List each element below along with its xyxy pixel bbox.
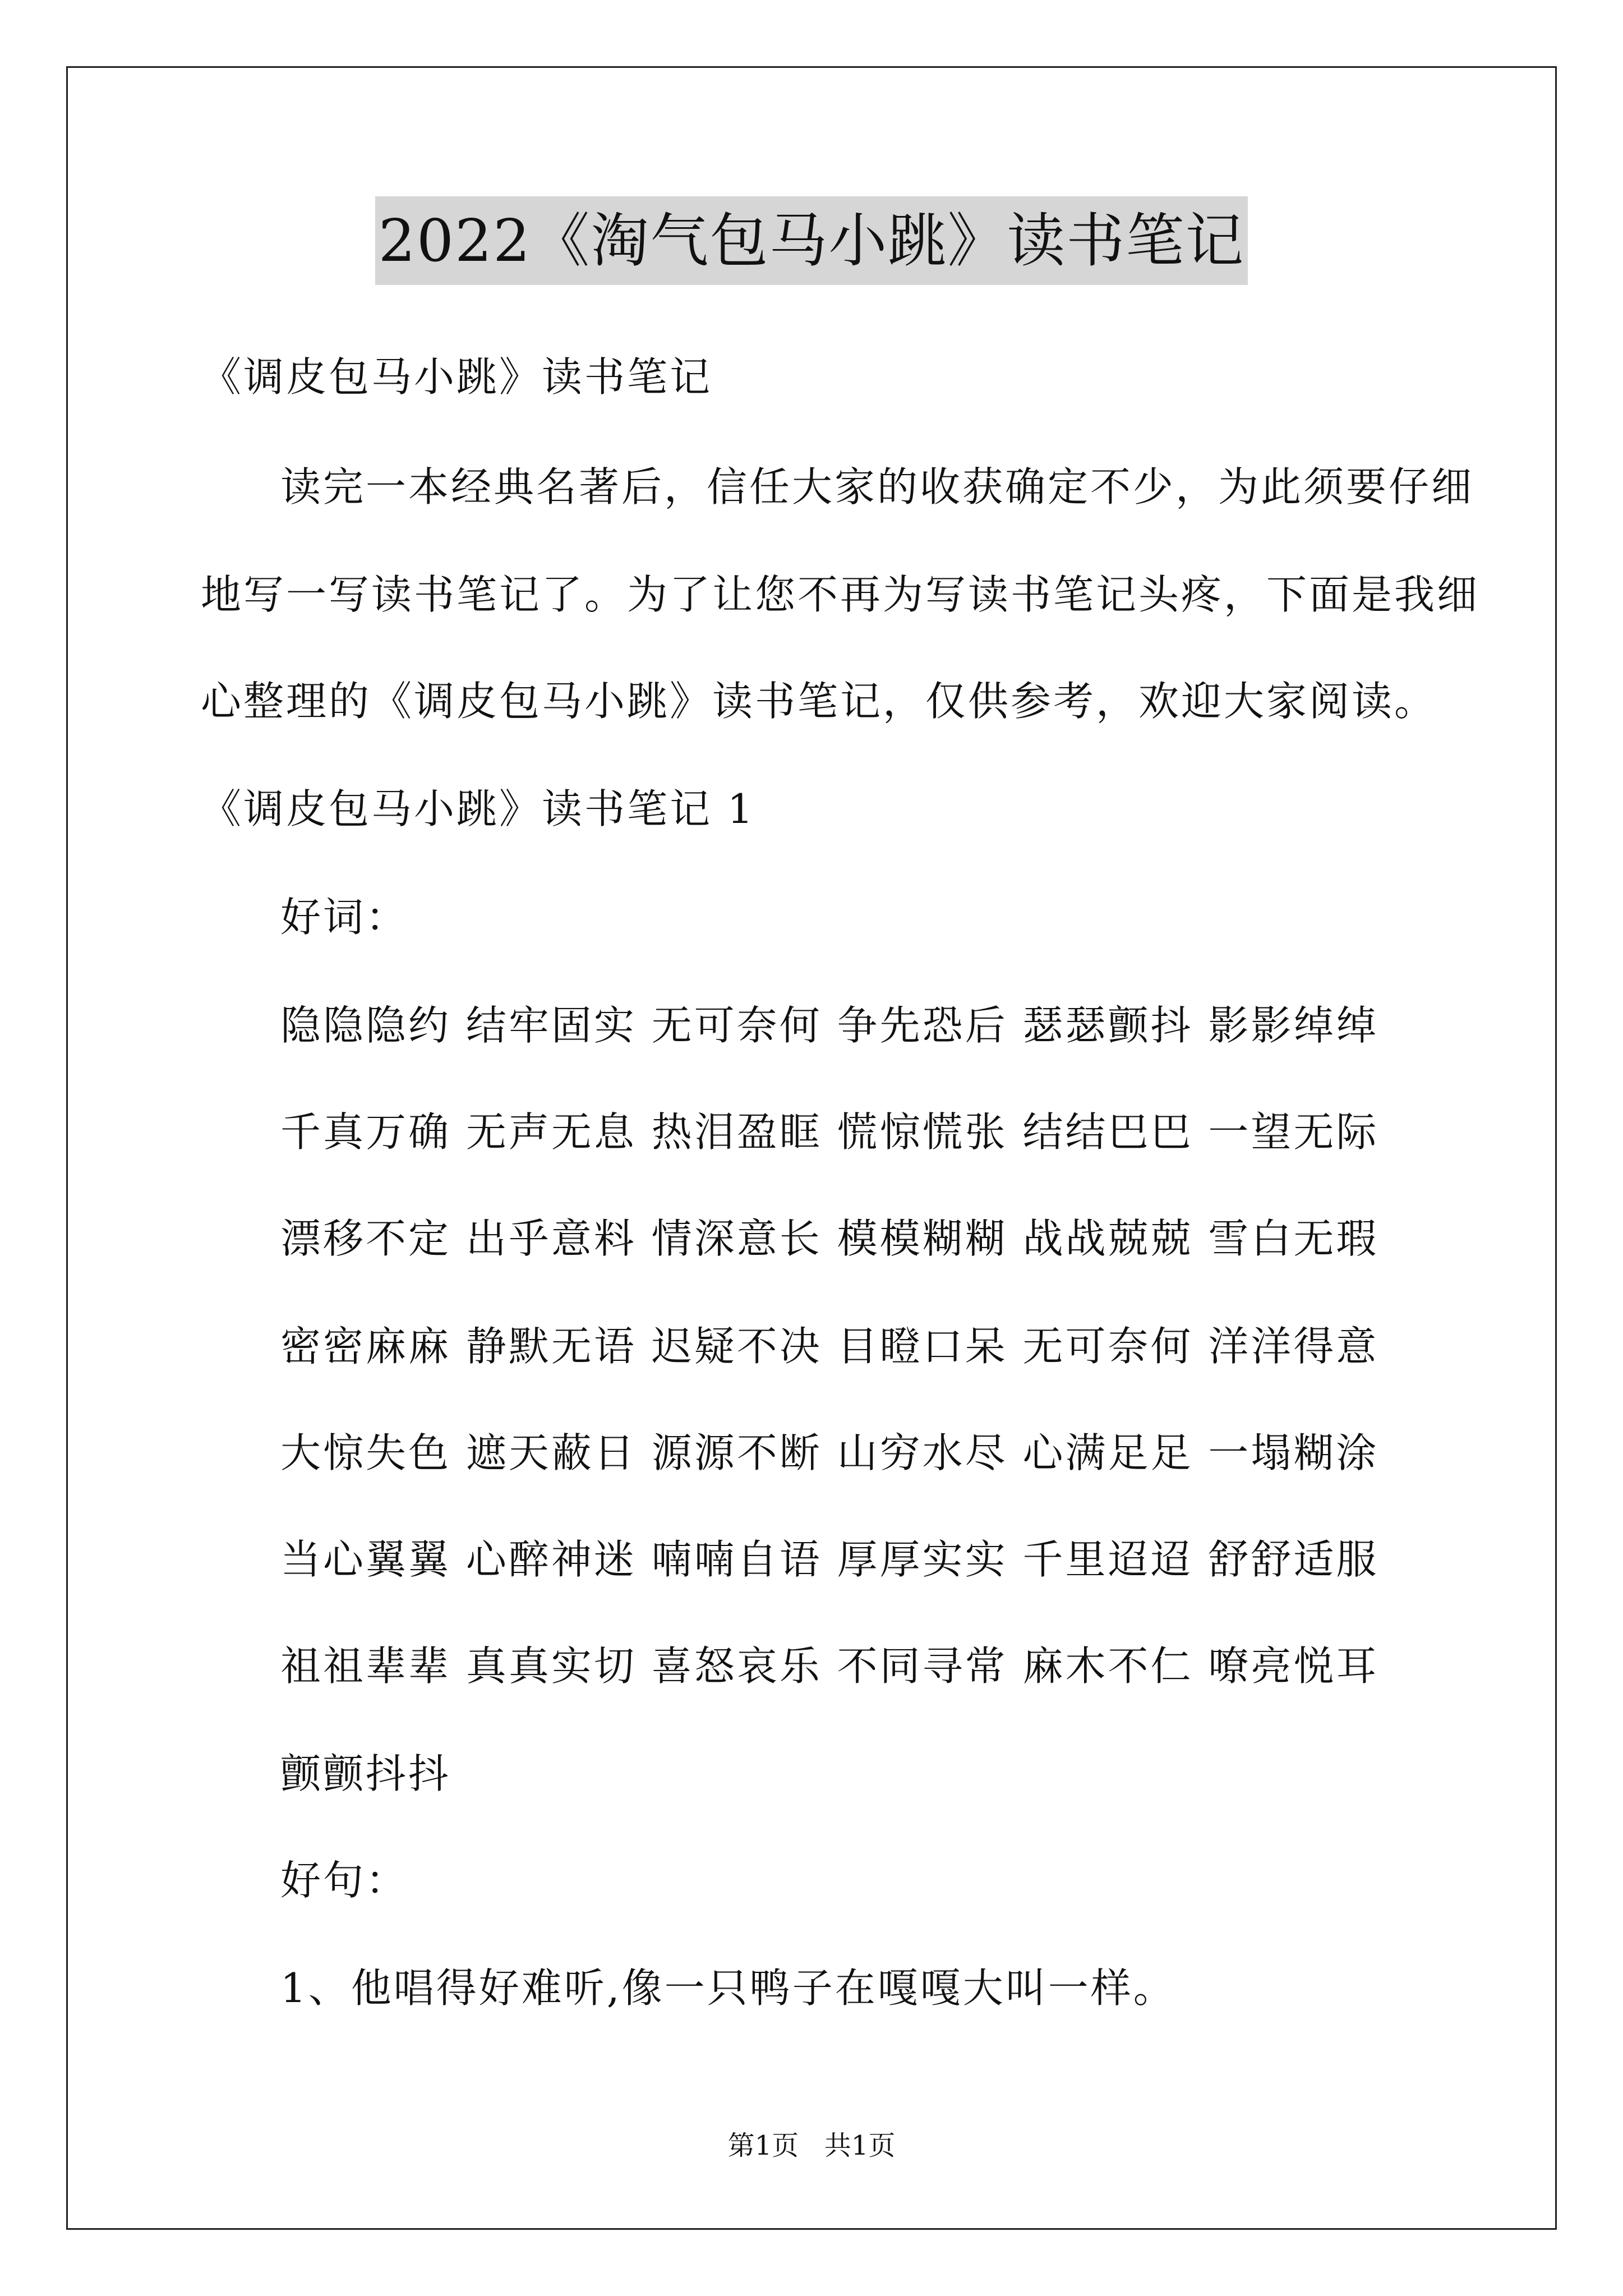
intro-line-3: 心整理的《调皮包马小跳》读书笔记，仅供参考，欢迎大家阅读。 bbox=[201, 678, 1437, 725]
good-words-line: 颤颤抖抖 bbox=[280, 1750, 451, 1797]
good-sentences-label: 好句： bbox=[280, 1857, 409, 1904]
intro-line-1: 读完一本经典名著后，信任大家的收获确定不少，为此须要仔细 bbox=[280, 463, 1474, 510]
sentence-1: 1、他唱得好难听,像一只鸭子在嘎嘎大叫一样。 bbox=[280, 1964, 1176, 2012]
section-heading: 《调皮包马小跳》读书笔记 1 bbox=[201, 785, 755, 832]
document-title: 2022《淘气包马小跳》读书笔记 bbox=[375, 196, 1248, 285]
good-words-line: 大惊失色 遮天蔽日 源源不断 山穷水尽 心满足足 一塌糊涂 bbox=[280, 1429, 1379, 1476]
page-footer: 第1页 共1页 bbox=[727, 2130, 896, 2161]
title-container bbox=[0, 196, 1623, 285]
good-words-line: 千真万确 无声无息 热泪盈眶 慌惊慌张 结结巴巴 一望无际 bbox=[280, 1108, 1379, 1156]
good-words-label: 好词： bbox=[280, 894, 409, 941]
good-words-line: 密密麻麻 静默无语 迟疑不决 目瞪口呆 无可奈何 洋洋得意 bbox=[280, 1323, 1379, 1370]
good-words-line: 漂移不定 出乎意料 情深意长 模模糊糊 战战兢兢 雪白无瑕 bbox=[280, 1215, 1379, 1262]
good-words-line: 当心翼翼 心醉神迷 喃喃自语 厚厚实实 千里迢迢 舒舒适服 bbox=[280, 1536, 1379, 1583]
good-words-line: 祖祖辈辈 真真实切 喜怒哀乐 不同寻常 麻木不仁 嘹亮悦耳 bbox=[280, 1642, 1379, 1690]
intro-line-2: 地写一写读书笔记了。为了让您不再为写读书笔记头疼，下面是我细 bbox=[201, 571, 1480, 618]
good-words-line: 隐隐隐约 结牢固实 无可奈何 争先恐后 瑟瑟颤抖 影影绰绰 bbox=[280, 1002, 1379, 1049]
subtitle: 《调皮包马小跳》读书笔记 bbox=[201, 353, 713, 401]
